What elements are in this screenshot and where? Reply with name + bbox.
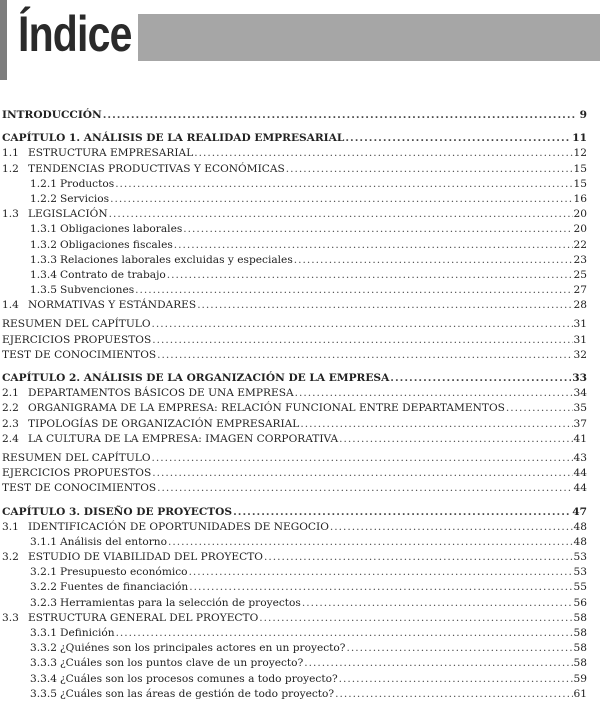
toc-entry-page: 35 (573, 402, 587, 415)
toc-entry-label: EJERCICIOS PROPUESTOS (2, 333, 152, 346)
decorative-title-band (138, 14, 600, 61)
dot-leader (330, 520, 573, 535)
toc-entry-page: 44 (573, 467, 587, 480)
toc-entry-label: EJERCICIOS PROPUESTOS (2, 467, 152, 480)
toc-entry-page: 32 (573, 348, 587, 361)
decorative-side-bar (0, 0, 7, 80)
toc-entry-page: 15 (573, 177, 587, 190)
toc-entry-page: 58 (573, 657, 587, 670)
dot-leader (304, 656, 572, 671)
toc-entry-number: 3.3.3 (30, 657, 57, 670)
dot-leader (286, 162, 573, 177)
dot-leader (157, 348, 572, 363)
toc-entry-page: 53 (573, 551, 587, 564)
dot-leader (294, 253, 573, 268)
toc-entry-label: DEPARTAMENTOS BÁSICOS DE UNA EMPRESA (28, 387, 294, 400)
toc-entry-number: 3.2.3 (30, 596, 57, 609)
toc-entry-label: INTRODUCCIÓN (2, 109, 102, 121)
toc-entry-sub[interactable] (2, 672, 587, 687)
toc-entry-number: 1.3.5 (30, 284, 57, 297)
toc-entry-page: 34 (573, 387, 587, 400)
toc-entry-label: IDENTIFICACIÓN DE OPORTUNIDADES DE NEGOCIO (28, 520, 329, 533)
toc-entry-label: ESTRUCTURA GENERAL DEL PROYECTO (28, 611, 259, 624)
toc-entry-label: ESTRUCTURA EMPRESARIAL (28, 147, 194, 160)
toc-entry-number: 1.2 (2, 162, 19, 175)
toc-entry-label: Definición (60, 627, 115, 639)
dot-leader (339, 672, 573, 687)
toc-entry-number: 2.3 (2, 417, 19, 430)
toc-entry-page: 16 (573, 192, 587, 205)
toc-entry-number: 3.1.1 (30, 535, 57, 548)
toc-entry-number: 1.3.3 (30, 253, 57, 266)
dot-leader (152, 317, 573, 332)
toc-entry-label: TEST DE CONOCIMIENTOS (2, 482, 157, 495)
table-of-contents (2, 108, 587, 702)
toc-entry-sub[interactable] (2, 656, 587, 671)
dot-leader (168, 535, 573, 550)
dot-leader (189, 565, 573, 580)
dot-leader (506, 401, 573, 416)
toc-entry-sub[interactable] (2, 535, 587, 550)
toc-entry-number: 1.4 (2, 299, 19, 312)
dot-leader (115, 177, 572, 192)
toc-entry-page: 9 (579, 109, 587, 121)
toc-entry-label: ¿Cuáles son las áreas de gestión de todo proyecto? (60, 687, 335, 700)
toc-entry-sub[interactable] (2, 580, 587, 595)
toc-entry-page: 20 (573, 208, 587, 221)
toc-entry-label: CAPÍTULO 2. ANÁLISIS DE LA ORGANIZACIÓN DE LA EMPRESA (2, 372, 390, 384)
toc-entry-chapter[interactable] (2, 505, 587, 520)
toc-entry-number: 1.3 (2, 208, 19, 221)
toc-entry-section[interactable] (2, 417, 587, 432)
toc-entry-sub[interactable] (2, 626, 587, 641)
toc-entry-page: 31 (573, 333, 587, 346)
toc-entry-page: 58 (573, 627, 587, 639)
dot-leader (174, 238, 573, 253)
toc-entry-page: 58 (573, 642, 587, 655)
dot-leader (264, 550, 573, 565)
toc-entry-front[interactable] (2, 108, 587, 123)
toc-entry-page: 48 (573, 535, 587, 548)
toc-entry-section[interactable] (2, 162, 587, 177)
toc-entry-label: ¿Quiénes son los principales actores en un proyecto? (60, 642, 346, 655)
toc-entry-label: Contrato de trabajo (60, 268, 166, 281)
toc-entry-section[interactable] (2, 520, 587, 535)
toc-entry-section[interactable] (2, 611, 587, 626)
dot-leader (152, 451, 573, 466)
toc-entry-label: RESUMEN DEL CAPÍTULO (2, 318, 151, 331)
toc-entry-number: 1.3.1 (30, 223, 57, 236)
toc-entry-label: ORGANIGRAMA DE LA EMPRESA: RELACIÓN FUNCIONAL ENTRE DEPARTAMENTOS (28, 402, 505, 415)
toc-entry-label: TENDENCIAS PRODUCTIVAS Y ECONÓMICAS (28, 162, 285, 175)
toc-entry-page: 22 (573, 238, 587, 251)
toc-entry-page: 58 (573, 611, 587, 624)
toc-entry-page: 56 (573, 596, 587, 609)
toc-entry-number: 3.3.4 (30, 672, 57, 685)
toc-entry-label: Productos (60, 177, 115, 190)
toc-entry-page: 37 (573, 417, 587, 430)
toc-entry-page: 55 (573, 581, 587, 594)
toc-entry-sub[interactable] (2, 192, 587, 207)
toc-entry-sub[interactable] (2, 253, 587, 268)
toc-entry-label: CAPÍTULO 1. ANÁLISIS DE LA REALIDAD EMPRESARIAL (2, 132, 345, 145)
toc-entry-plain[interactable] (2, 451, 587, 466)
toc-entry-number: 1.3.2 (30, 238, 57, 251)
toc-entry-sub[interactable] (2, 641, 587, 656)
toc-entry-number: 3.2.1 (30, 566, 57, 579)
dot-leader (302, 596, 573, 611)
dot-leader (197, 298, 572, 313)
dot-leader (167, 268, 573, 283)
toc-entry-label: NORMATIVAS Y ESTÁNDARES (28, 299, 197, 312)
toc-entry-number: 1.1 (2, 147, 19, 160)
toc-entry-page: 41 (573, 432, 587, 445)
toc-entry-section[interactable] (2, 432, 587, 447)
dot-leader (346, 641, 572, 656)
toc-entry-page: 44 (573, 482, 587, 495)
dot-leader (116, 626, 573, 641)
toc-entry-sub[interactable] (2, 177, 587, 192)
toc-entry-label: TIPOLOGÍAS DE ORGANIZACIÓN EMPRESARIAL (28, 417, 300, 430)
toc-entry-page: 23 (573, 253, 587, 266)
toc-entry-page: 61 (573, 687, 587, 700)
dot-leader (345, 131, 571, 146)
toc-entry-label: ¿Cuáles son los procesos comunes a todo proyecto? (60, 672, 338, 685)
dot-leader (109, 207, 573, 222)
toc-entry-label: Servicios (60, 192, 110, 205)
dot-leader (233, 505, 571, 520)
toc-entry-sub[interactable] (2, 268, 587, 283)
toc-entry-section[interactable] (2, 550, 587, 565)
toc-entry-page: 59 (573, 672, 587, 685)
toc-entry-plain[interactable] (2, 317, 587, 332)
toc-entry-page: 43 (573, 451, 587, 464)
toc-entry-number: 3.3.5 (30, 687, 57, 700)
toc-entry-number: 1.2.1 (30, 177, 57, 190)
dot-leader (189, 580, 572, 595)
toc-entry-chapter[interactable] (2, 131, 587, 146)
dot-leader (339, 432, 572, 447)
toc-entry-sub[interactable] (2, 238, 587, 253)
toc-entry-page: 20 (573, 223, 587, 236)
toc-entry-plain[interactable] (2, 333, 587, 348)
toc-entry-plain[interactable] (2, 481, 587, 496)
toc-entry-plain[interactable] (2, 348, 587, 363)
toc-entry-label: Relaciones laborales excluidas y especiales (60, 253, 293, 266)
toc-entry-label: Análisis del entorno (60, 535, 167, 548)
dot-leader (152, 333, 572, 348)
toc-entry-label: Subvenciones (60, 284, 135, 297)
toc-entry-label: Obligaciones fiscales (60, 238, 173, 251)
toc-entry-number: 3.3.2 (30, 642, 57, 655)
toc-entry-label: RESUMEN DEL CAPÍTULO (2, 451, 151, 464)
toc-entry-label: CAPÍTULO 3. DISEÑO DE PROYECTOS (2, 505, 233, 518)
toc-entry-page: 27 (573, 284, 587, 297)
dot-leader (135, 283, 572, 298)
toc-entry-plain[interactable] (2, 466, 587, 481)
toc-entry-page: 15 (573, 162, 587, 175)
dot-leader (390, 371, 571, 386)
dot-leader (300, 417, 572, 432)
toc-entry-label: Obligaciones laborales (60, 223, 183, 236)
toc-entry-number: 3.3.1 (30, 627, 57, 639)
toc-entry-sub[interactable] (2, 283, 587, 298)
toc-entry-label: LA CULTURA DE LA EMPRESA: IMAGEN CORPORATIVA (28, 432, 339, 445)
toc-entry-page: 12 (573, 147, 587, 160)
dot-leader (194, 146, 572, 161)
toc-entry-page: 28 (573, 299, 587, 312)
page-title: Índice (18, 6, 132, 62)
dot-leader (110, 192, 572, 207)
toc-entry-number: 3.2 (2, 551, 19, 564)
toc-entry-section[interactable] (2, 298, 587, 313)
toc-entry-label: TEST DE CONOCIMIENTOS (2, 348, 157, 361)
toc-entry-page: 48 (573, 520, 587, 533)
toc-entry-page: 25 (573, 268, 587, 281)
toc-entry-page: 53 (573, 566, 587, 579)
toc-entry-label: Presupuesto económico (60, 566, 188, 579)
dot-leader (259, 611, 572, 626)
toc-entry-number: 2.4 (2, 432, 19, 445)
toc-entry-label: ESTUDIO DE VIABILIDAD DEL PROYECTO (28, 551, 263, 564)
toc-entry-sub[interactable] (2, 565, 587, 580)
toc-entry-section[interactable] (2, 146, 587, 161)
dot-leader (157, 481, 572, 496)
toc-entry-sub[interactable] (2, 687, 587, 702)
toc-entry-number: 1.2.2 (30, 192, 57, 205)
toc-entry-sub[interactable] (2, 596, 587, 611)
toc-entry-section[interactable] (2, 207, 587, 222)
toc-entry-number: 2.2 (2, 402, 19, 415)
toc-entry-chapter[interactable] (2, 371, 587, 386)
toc-entry-sub[interactable] (2, 222, 587, 237)
toc-entry-page: 47 (572, 505, 587, 518)
toc-entry-section[interactable] (2, 386, 587, 401)
toc-entry-number: 2.1 (2, 387, 19, 400)
toc-entry-number: 1.3.4 (30, 268, 57, 281)
toc-entry-number: 3.3 (2, 611, 19, 624)
toc-entry-page: 11 (572, 132, 587, 145)
dot-leader (295, 386, 573, 401)
toc-entry-number: 3.1 (2, 520, 19, 533)
toc-entry-number: 3.2.2 (30, 581, 57, 594)
toc-entry-label: Herramientas para la selección de proyectos (60, 596, 301, 609)
toc-entry-page: 31 (573, 318, 587, 331)
toc-entry-label: ¿Cuáles son los puntos clave de un proyecto? (60, 657, 304, 670)
toc-entry-page: 33 (572, 372, 587, 384)
toc-entry-label: Fuentes de financiación (60, 581, 189, 594)
toc-entry-label: LEGISLACIÓN (28, 208, 108, 221)
dot-leader (335, 687, 572, 702)
dot-leader (183, 222, 572, 237)
dot-leader (103, 108, 576, 123)
toc-entry-section[interactable] (2, 401, 587, 416)
dot-leader (152, 466, 572, 481)
